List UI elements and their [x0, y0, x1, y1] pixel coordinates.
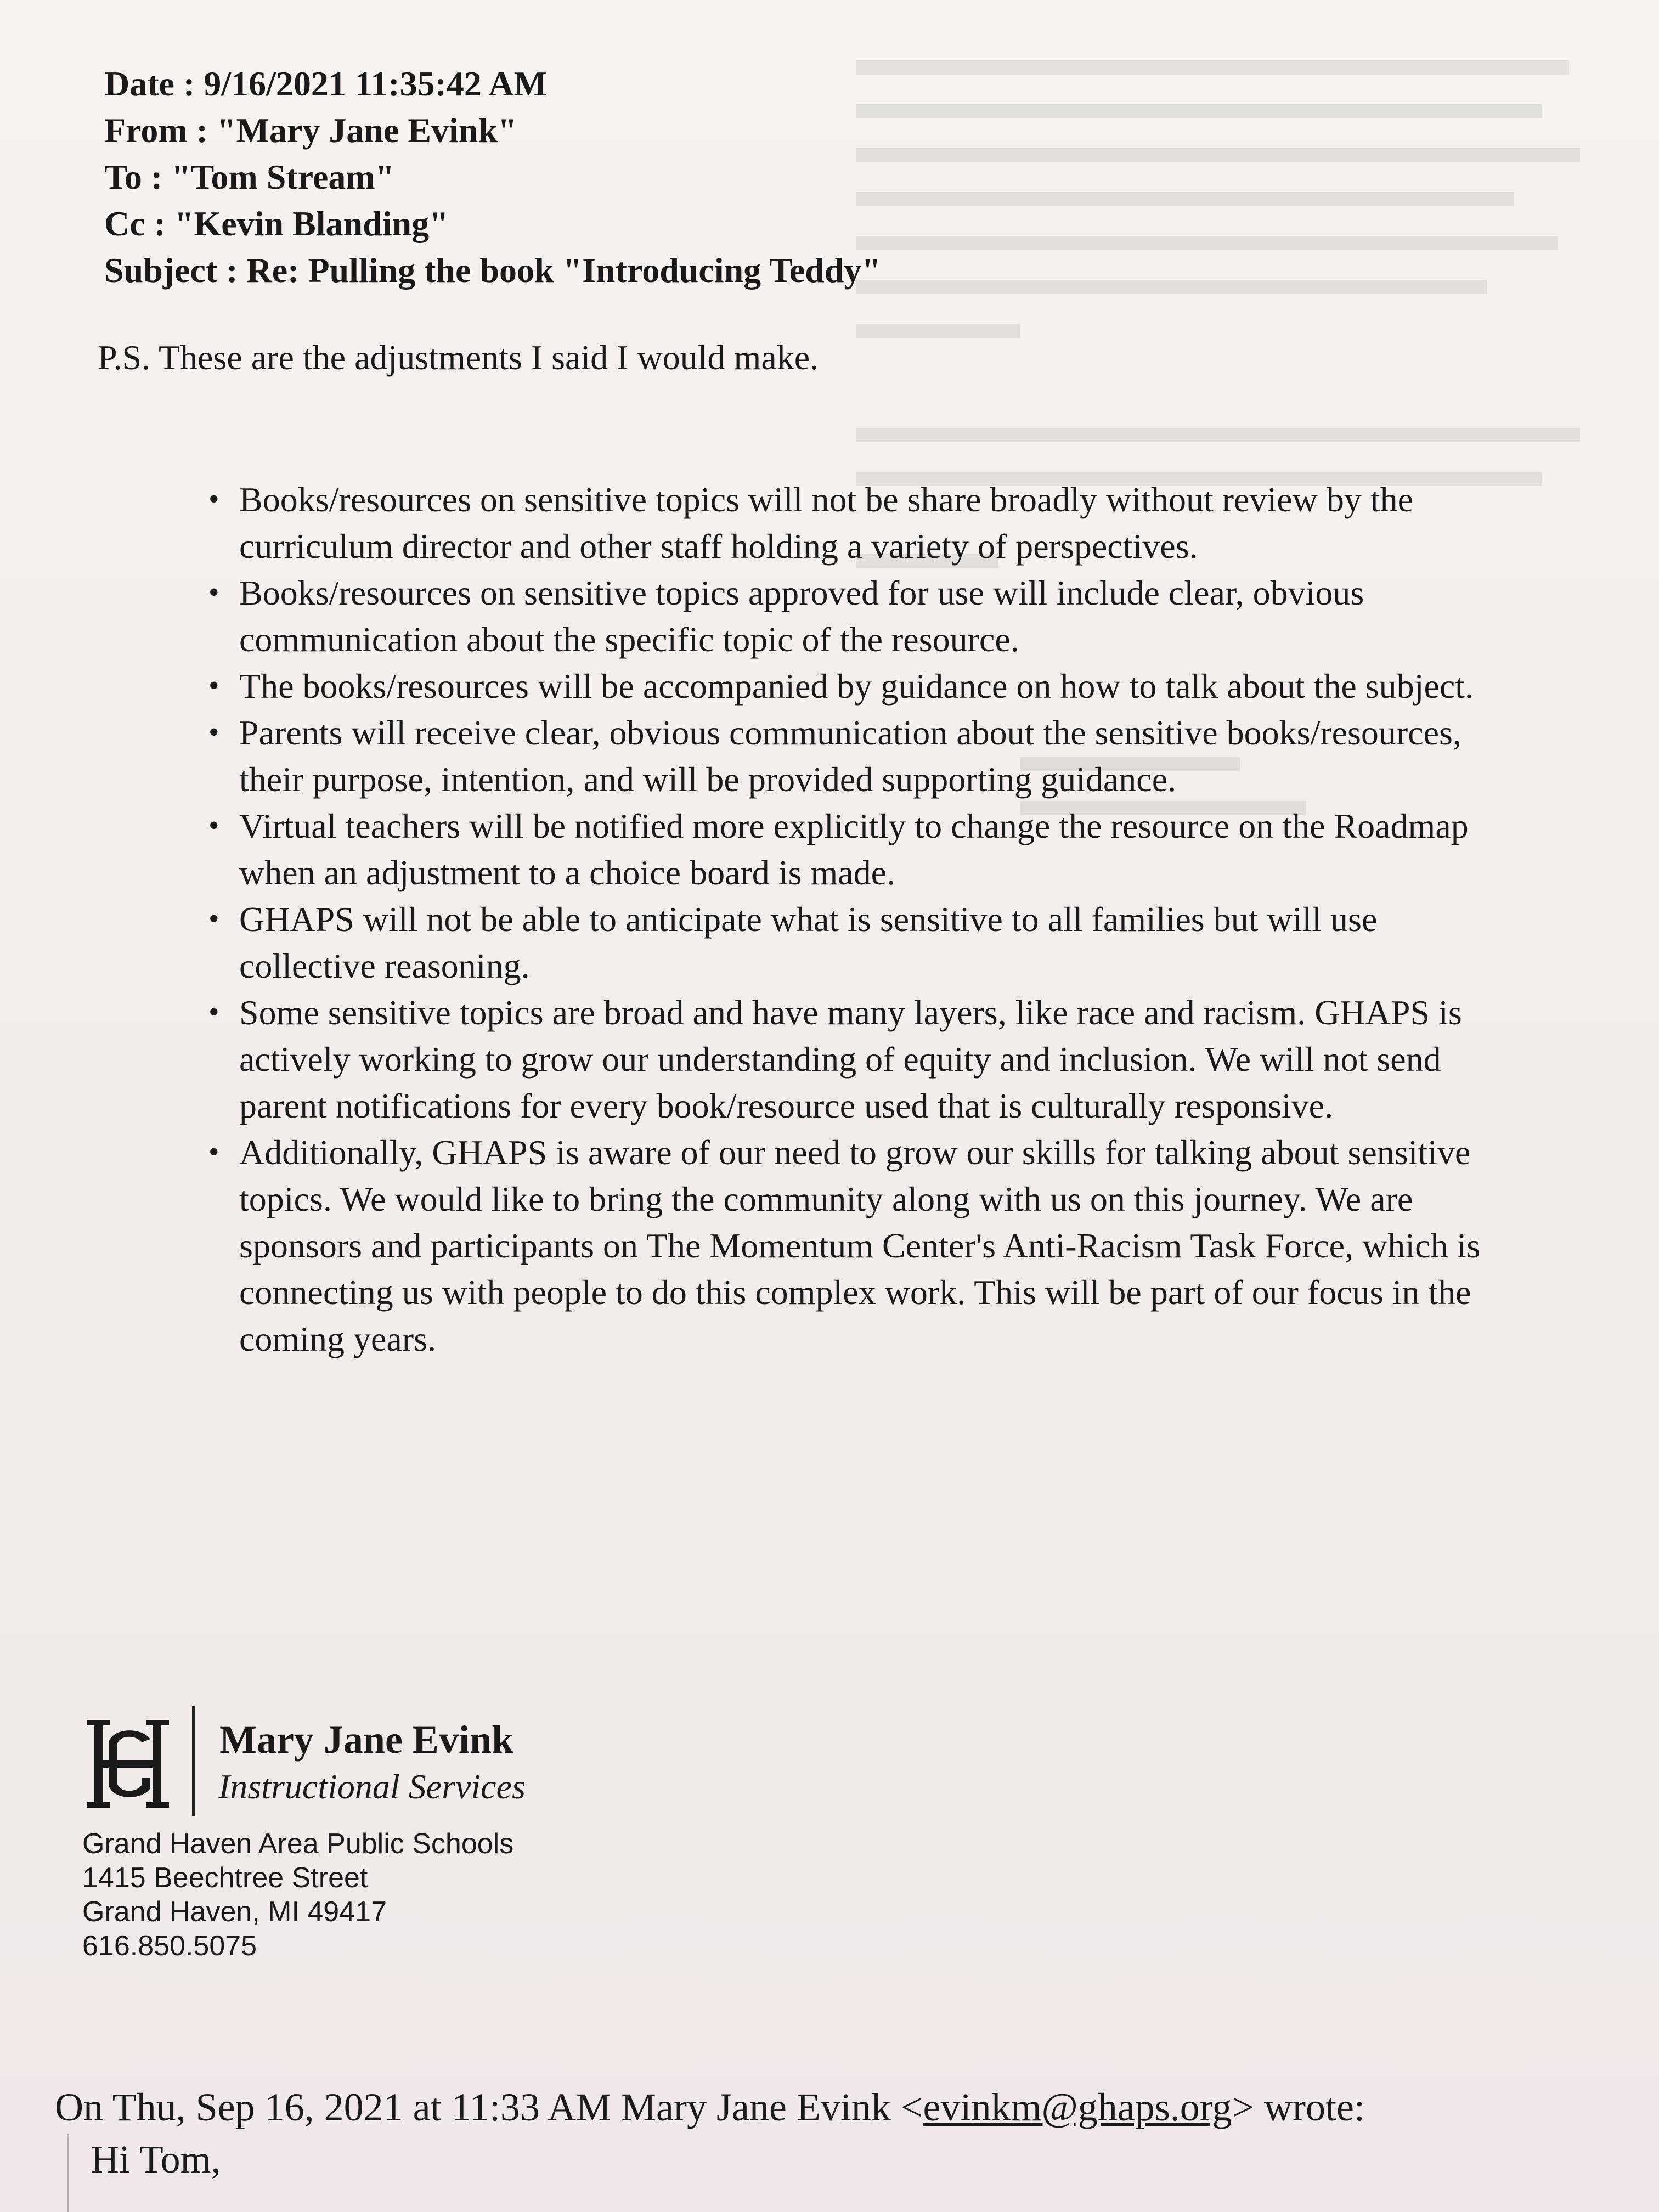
postscript: P.S. These are the adjustments I said I would make. [98, 338, 819, 377]
signature-name: Mary Jane Evink [219, 1718, 514, 1762]
email-header [104, 60, 881, 294]
address-org: Grand Haven Area Public Schools [82, 1828, 514, 1860]
school-address [82, 1827, 514, 1963]
email-subject: Subject : Re: Pulling the book "Introducing Teddy" [104, 251, 881, 290]
email-to: To : "Tom Stream" [104, 157, 395, 196]
list-item: • GHAPS will not be able to anticipate what is sensitive to all families but will use collective reasoning. [208, 896, 1514, 989]
list-item: • Some sensitive topics are broad and have many layers, like race and racism. GHAPS is actively working to grow our understanding of equity and inclusion. We will not send parent notifications for every book/resource used that is culturally responsive. [208, 989, 1514, 1129]
signature-department: Instructional Services [218, 1767, 526, 1806]
list-item: • Books/resources on sensitive topics will not be share broadly without review by the curriculum director and other staff holding a variety of perspectives. [208, 476, 1514, 569]
list-item: • The books/resources will be accompanied by guidance on how to talk about the subject. [208, 663, 1514, 709]
list-item: • Books/resources on sensitive topics approved for use will include clear, obvious communication about the specific topic of the resource. [208, 569, 1514, 663]
address-phone: 616.850.5075 [82, 1930, 257, 1962]
email-cc: Cc : "Kevin Blanding" [104, 204, 449, 243]
quoted-greeting: Hi Tom, [91, 2137, 221, 2181]
address-street: 1415 Beechtree Street [82, 1862, 368, 1894]
adjustments-list [208, 476, 1514, 1362]
email-date: Date : 9/16/2021 11:35:42 AM [104, 64, 547, 103]
list-item: • Additionally, GHAPS is aware of our need to grow our skills for talking about sensitive topics. We would like to bring the community along with us on this journey. We are sponsors and participants on The Momentum Center's Anti-Racism Task Force, which is connecting us with people to do this complex work. This will be part of our focus in the coming years. [208, 1129, 1514, 1362]
quoted-reply-header [55, 2085, 1365, 2130]
gh-monogram-icon [87, 1717, 169, 1810]
list-item: • Virtual teachers will be notified more explicitly to change the resource on the Roadmap when an adjustment to a choice board is made. [208, 803, 1514, 896]
address-city: Grand Haven, MI 49417 [82, 1896, 387, 1928]
quote-bar [67, 2134, 69, 2212]
quoted-outro: > wrote: [1232, 2085, 1365, 2129]
signature-divider [192, 1706, 195, 1816]
sender-email-link[interactable]: evinkm@ghaps.org [923, 2085, 1232, 2129]
email-from: From : "Mary Jane Evink" [104, 111, 517, 150]
quoted-intro: On Thu, Sep 16, 2021 at 11:33 AM Mary Jane Evink < [55, 2085, 923, 2129]
list-item: • Parents will receive clear, obvious communication about the sensitive books/resources, their purpose, intention, and will be provided supporting guidance. [208, 709, 1514, 803]
